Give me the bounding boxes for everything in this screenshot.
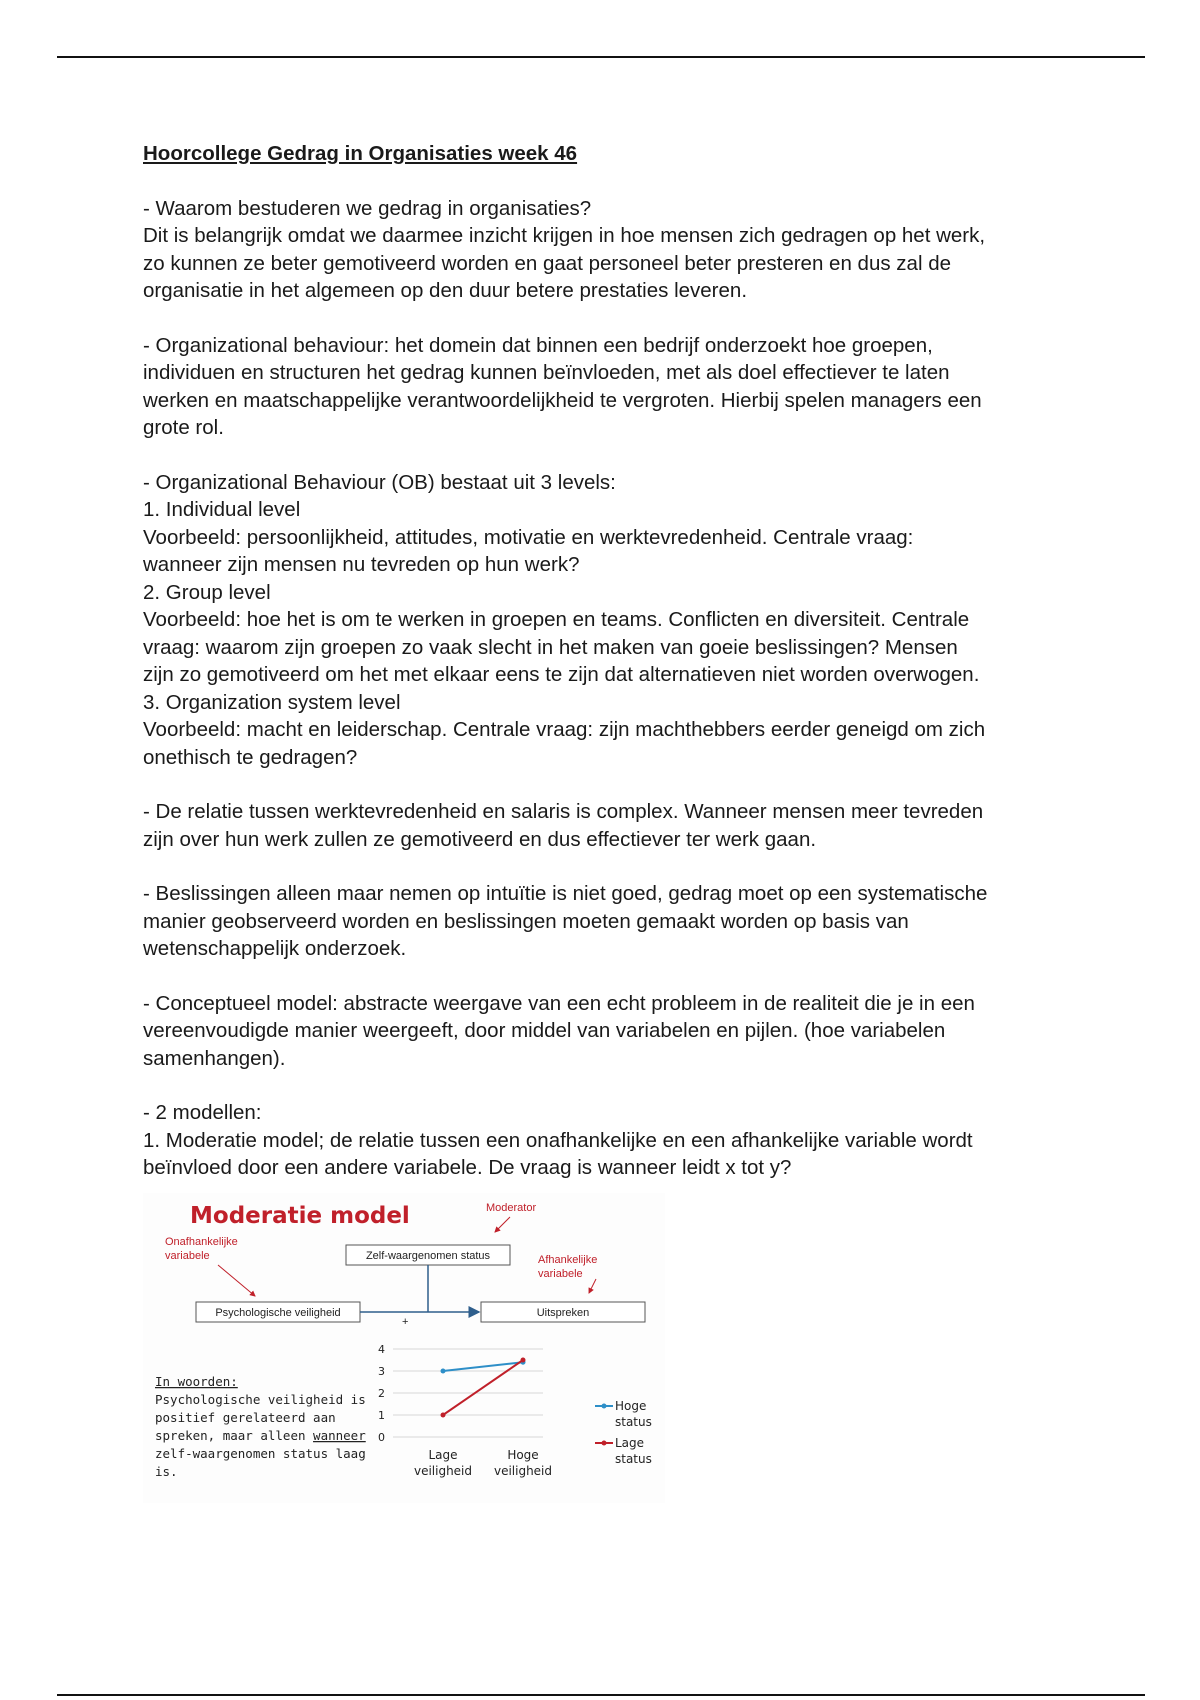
paragraph-line: vraag: waarom zijn groepen zo vaak slecht in het maken van goeie beslissingen? Mensen: [143, 635, 958, 659]
paragraph-line: - Waarom bestuderen we gedrag in organisaties?: [143, 196, 592, 220]
paragraph-line: - Organizational Behaviour (OB) bestaat uit 3 levels:: [143, 470, 616, 494]
x-tick-label: veiligheid: [493, 1464, 553, 1478]
footer-rule: [57, 1694, 1145, 1696]
y-tick-label: 0: [378, 1431, 385, 1444]
paragraph-line: Dit is belangrijk omdat we daarmee inzicht krijgen in hoe mensen zich gedragen op het werk,: [143, 224, 986, 247]
words-line-3-text: spreken, maar alleen: [155, 1428, 314, 1443]
plus-sign: +: [402, 1316, 409, 1328]
paragraph-line: Voorbeeld: persoonlijkheid, attitudes, motivatie en werktevredenheid. Centrale vraag:: [143, 525, 914, 549]
paragraph-line: - Organizational behaviour: het domein dat binnen een bedrijf onderzoekt hoe groepen,: [143, 333, 933, 357]
words-line-5: is.: [155, 1464, 178, 1479]
paragraph-line: - Conceptueel model: abstracte weergave van een echt probleem in de realiteit die je in een: [143, 991, 975, 1015]
paragraph-line: zo kunnen ze beter gemotiveerd worden en gaat personeel beter presteren en dus zal de: [143, 251, 951, 275]
legend-label: status: [615, 1452, 652, 1466]
paragraph-line: wetenschappelijk onderzoek.: [143, 937, 407, 960]
moderator-label: Moderator: [486, 1202, 537, 1214]
words-line-3: [155, 1428, 366, 1443]
moderator-pointer: [495, 1217, 510, 1232]
independent-label-line-1: Onafhankelijke: [165, 1236, 238, 1248]
figure-svg: [143, 1193, 665, 1503]
x-tick-label: Lage: [428, 1448, 458, 1462]
paragraph-line: manier geobserveerd worden en beslissingen moeten gemaakt worden op basis van: [143, 909, 909, 933]
data-point: [441, 1369, 446, 1374]
moderation-model-figure: [143, 1193, 665, 1503]
paragraph: [143, 469, 1083, 772]
paragraph-line: grote rol.: [143, 416, 224, 439]
words-line-1: Psychologische veiligheid is: [155, 1392, 366, 1407]
dependent-label-line-1: Afhankelijke: [538, 1254, 598, 1266]
paragraph-line: vereenvoudigde manier weergeeft, door middel van variabelen en pijlen. (hoe variabelen: [143, 1019, 946, 1042]
dependent-label-line-2: variabele: [538, 1268, 583, 1280]
y-tick-label: 3: [378, 1365, 385, 1378]
moderator-box-label: Zelf-waargenomen status: [365, 1250, 491, 1262]
words-line-4: zelf-waargenomen status laag: [155, 1446, 366, 1461]
paragraph: [143, 798, 1083, 853]
paragraph-line: individuen en structuren het gedrag kunnen beïnvloeden, met als doel effectiever te laten: [143, 361, 950, 384]
paragraph-line: onethisch te gedragen?: [143, 745, 358, 769]
words-line-2: positief gerelateerd aan: [155, 1410, 336, 1425]
series-line-1: [443, 1360, 523, 1415]
independent-label-line-2: variabele: [165, 1250, 210, 1262]
document-body: [143, 140, 1083, 1209]
header-rule: [57, 56, 1145, 58]
figure-title: Moderatie model: [190, 1203, 410, 1229]
paragraph-line: 1. Individual level: [143, 498, 301, 521]
paragraph-line: - De relatie tussen werktevredenheid en salaris is complex. Wanneer mensen meer tevreden: [143, 800, 984, 823]
legend-marker: [602, 1441, 607, 1446]
legend-marker: [602, 1404, 607, 1409]
y-tick-label: 2: [378, 1387, 385, 1400]
y-tick-label: 1: [378, 1409, 385, 1422]
paragraph-line: beïnvloed door een andere variabele. De vraag is wanneer leidt x tot y?: [143, 1156, 792, 1179]
data-point: [441, 1413, 446, 1418]
legend-label: Lage: [615, 1436, 645, 1450]
paragraph-line: zijn zo gemotiveerd om het met elkaar eens te zijn dat alternatieven niet worden overwogen.: [143, 663, 980, 686]
paragraph-line: Voorbeeld: macht en leiderschap. Centrale vraag: zijn machthebbers eerder geneigd om zich: [143, 718, 986, 741]
paragraph: [143, 332, 1083, 442]
dependent-pointer: [589, 1279, 596, 1293]
independent-pointer: [218, 1265, 255, 1296]
paragraph-line: - 2 modellen:: [143, 1101, 262, 1124]
y-tick-label: 4: [378, 1343, 385, 1356]
words-heading: In woorden:: [155, 1374, 238, 1389]
x-tick-label: veiligheid: [413, 1464, 473, 1478]
paragraph: [143, 1099, 1083, 1182]
paragraph-line: organisatie in het algemeen op den duur betere prestaties leveren.: [143, 279, 748, 302]
words-line-3-underlined: wanneer: [313, 1428, 366, 1443]
series-line-0: [443, 1362, 523, 1371]
paragraph-line: Voorbeeld: hoe het is om te werken in groepen en teams. Conflicten en diversiteit. Centrale: [143, 608, 970, 631]
paragraph-line: samenhangen).: [143, 1046, 286, 1070]
interaction-chart: [378, 1343, 652, 1478]
paragraph: [143, 990, 1083, 1073]
paragraph-line: 3. Organization system level: [143, 690, 401, 714]
paragraph-line: zijn over hun werk zullen ze gemotiveerd en dus effectiever ter werk gaan.: [143, 827, 817, 851]
paragraph-line: wanneer zijn mensen nu tevreden op hun werk?: [143, 553, 580, 576]
dependent-box-label: Uitspreken: [536, 1307, 590, 1319]
legend-label: status: [615, 1415, 652, 1429]
paragraph-line: - Beslissingen alleen maar nemen op intuïtie is niet goed, gedrag moet op een systematische: [143, 882, 988, 905]
independent-box-label: Psychologische veiligheid: [215, 1307, 341, 1319]
paragraph: [143, 195, 1083, 305]
paragraph-line: 1. Moderatie model; de relatie tussen een onafhankelijke en een afhankelijke variable wordt: [143, 1128, 973, 1152]
paragraph-line: werken en maatschappelijke verantwoordelijkheid te vergroten. Hierbij spelen managers een: [143, 388, 982, 412]
paragraph-line: 2. Group level: [143, 580, 271, 604]
data-point: [521, 1358, 526, 1363]
legend-label: Hoge: [615, 1399, 647, 1413]
x-tick-label: Hoge: [507, 1448, 539, 1462]
paragraph: [143, 880, 1083, 963]
paragraphs: [143, 195, 1083, 1182]
document-title: Hoorcollege Gedrag in Organisaties week 46: [143, 142, 578, 165]
